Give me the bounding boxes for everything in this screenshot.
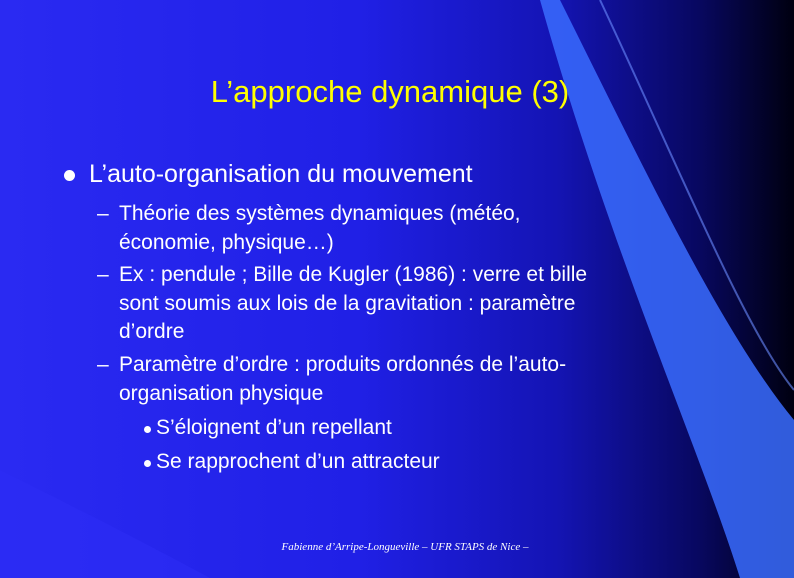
sub-bullet-dash-2: – — [97, 263, 109, 286]
sub-bullet-2-line-3: d’ordre — [119, 320, 185, 343]
sub-bullet-dash-3: – — [97, 353, 109, 376]
sub-bullet-3-line-2: organisation physique — [119, 382, 324, 405]
third-level-item-1: S’éloignent d’un repellant — [156, 416, 392, 439]
main-bullet-text: L’auto-organisation du mouvement — [89, 160, 473, 188]
third-level-dot-1 — [144, 426, 151, 433]
sub-bullet-1-line-2: économie, physique…) — [119, 231, 334, 254]
sub-bullet-2-line-2: sont soumis aux lois de la gravitation : paramètre — [119, 292, 576, 315]
slide-footer: Fabienne d’Arripe-Longueville – UFR STAPS de Nice – — [281, 541, 529, 553]
sub-bullet-1-line-1: Théorie des systèmes dynamiques (météo, — [119, 202, 521, 225]
slide-title: L’approche dynamique (3) — [210, 74, 570, 109]
third-level-item-2: Se rapprochent d’un attracteur — [156, 450, 440, 473]
third-level-dot-2 — [144, 460, 151, 467]
sub-bullet-dash-1: – — [97, 202, 109, 225]
main-bullet-dot — [64, 170, 75, 181]
sub-bullet-3-line-1: Paramètre d’ordre : produits ordonnés de l’auto- — [119, 353, 567, 376]
decorative-curve-left — [0, 470, 210, 578]
sub-bullet-2-line-1: Ex : pendule ; Bille de Kugler (1986) : verre et bille — [119, 263, 588, 286]
